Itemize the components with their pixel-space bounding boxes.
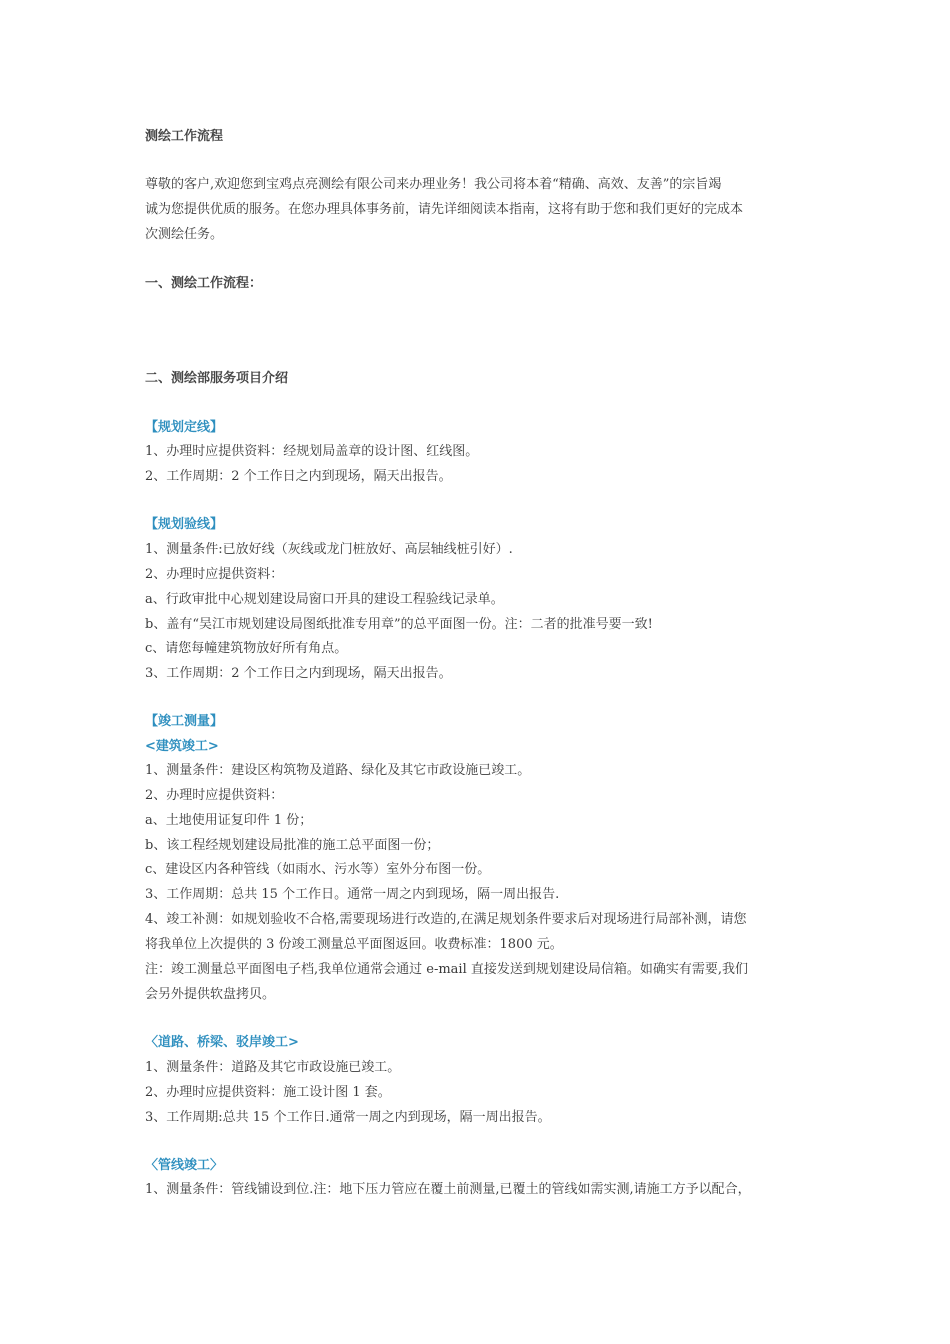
planning-check-line: 3、工作周期：2 个工作日之内到现场，隔天出报告。 bbox=[145, 666, 452, 681]
road-completion-line: 3、工作周期:总共 15 个工作日.通常一周之内到现场，隔一周出报告。 bbox=[145, 1110, 551, 1125]
section2-heading: 二、测绘部服务项目介绍 bbox=[145, 371, 289, 386]
completion-survey-heading: 【竣工测量】 bbox=[145, 714, 224, 729]
planning-check-line: 2、办理时应提供资料： bbox=[145, 567, 284, 582]
planning-check-line: 1、测量条件:已放好线（灰线或龙门桩放好、高层轴线桩引好）. bbox=[145, 542, 513, 557]
road-completion-line: 1、测量条件：道路及其它市政设施已竣工。 bbox=[145, 1060, 401, 1075]
building-completion-line: a、土地使用证复印件 1 份； bbox=[145, 813, 313, 828]
intro-line-2: 诚为您提供优质的服务。在您办理具体事务前，请先详细阅读本指南，这将有助于您和我们更好的完成本 bbox=[145, 202, 744, 217]
building-completion-line: 将我单位上次提供的 3 份竣工测量总平面图返回。收费标准：1800 元。 bbox=[145, 937, 563, 952]
planning-layout-line: 1、办理时应提供资料：经规划局盖章的设计图、红线图。 bbox=[145, 444, 479, 459]
page-title: 测绘工作流程 bbox=[145, 129, 224, 144]
planning-check-line: a、行政审批中心规划建设局窗口开具的建设工程验线记录单。 bbox=[145, 592, 504, 607]
building-completion-note: 注：竣工测量总平面图电子档,我单位通常会通过 e-mail 直接发送到规划建设局信箱。如确实有需要,我们 bbox=[145, 962, 749, 977]
planning-layout-line: 2、工作周期：2 个工作日之内到现场，隔天出报告。 bbox=[145, 469, 452, 484]
road-completion-line: 2、办理时应提供资料：施工设计图 1 套。 bbox=[145, 1085, 391, 1100]
planning-check-line: b、盖有“吴江市规划建设局图纸批准专用章”的总平面图一份。注：二者的批准号要一致! bbox=[145, 617, 653, 632]
building-completion-line: 4、竣工补测：如规划验收不合格,需要现场进行改造的,在满足规划条件要求后对现场进行局部补测，请您 bbox=[145, 912, 747, 927]
planning-check-heading: 【规划验线】 bbox=[145, 517, 224, 532]
building-completion-line: 1、测量条件：建设区构筑物及道路、绿化及其它市政设施已竣工。 bbox=[145, 763, 531, 778]
building-completion-heading: <建筑竣工> bbox=[145, 739, 219, 754]
section1-heading: 一、测绘工作流程： bbox=[145, 276, 263, 291]
building-completion-line: 3、工作周期：总共 15 个工作日。通常一周之内到现场，隔一周出报告. bbox=[145, 887, 560, 902]
building-completion-line: c、建设区内各种管线（如雨水、污水等）室外分布图一份。 bbox=[145, 862, 491, 877]
pipeline-completion-line: 1、测量条件：管线铺设到位.注：地下压力管应在覆土前测量,已覆土的管线如需实测,请施工方予以配合， bbox=[145, 1182, 751, 1197]
intro-line-1: 尊敬的客户,欢迎您到宝鸡点亮测绘有限公司来办理业务！我公司将本着“精确、高效、友善”的宗旨竭 bbox=[145, 177, 722, 192]
building-completion-line: b、该工程经规划建设局批准的施工总平面图一份； bbox=[145, 838, 440, 853]
planning-layout-heading: 【规划定线】 bbox=[145, 420, 224, 435]
pipeline-completion-heading: 〈管线竣工〉 bbox=[145, 1158, 224, 1173]
building-completion-note: 会另外提供软盘拷贝。 bbox=[145, 987, 276, 1002]
planning-check-line: c、请您每幢建筑物放好所有角点。 bbox=[145, 641, 348, 656]
building-completion-line: 2、办理时应提供资料： bbox=[145, 788, 284, 803]
intro-line-3: 次测绘任务。 bbox=[145, 227, 224, 242]
road-completion-heading: 〈道路、桥梁、驳岸竣工> bbox=[145, 1035, 299, 1050]
